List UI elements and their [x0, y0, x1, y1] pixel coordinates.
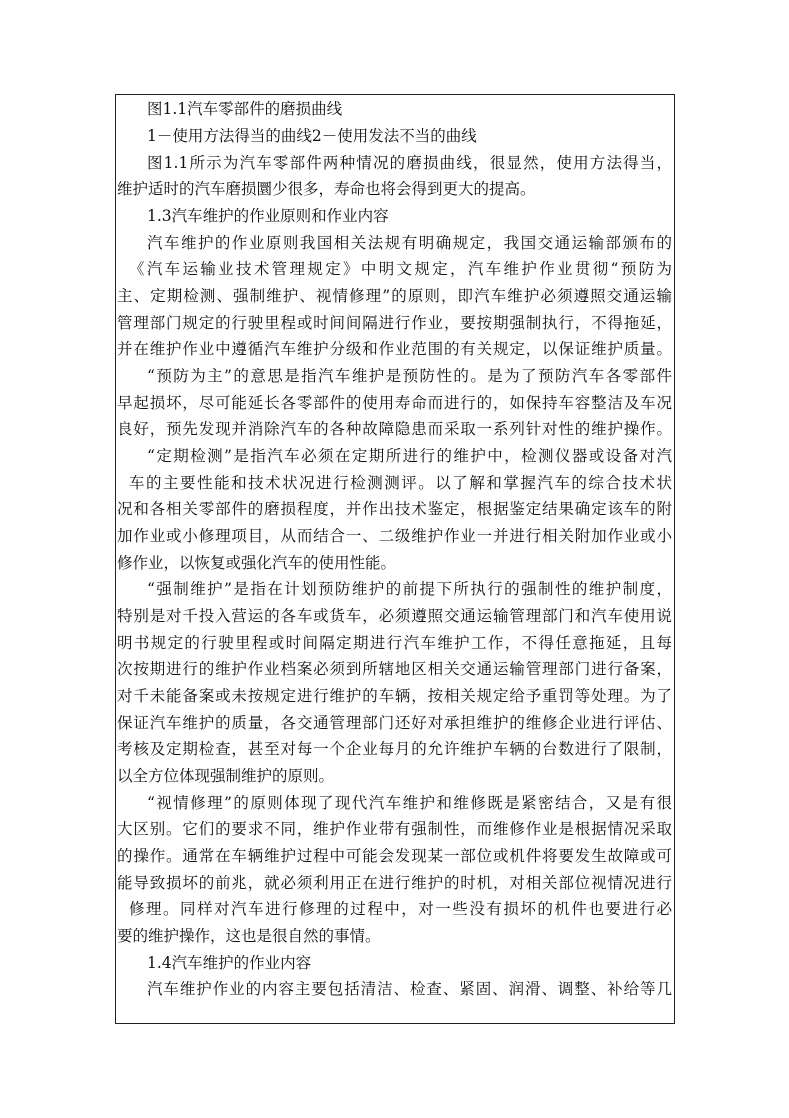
- paragraph-line: 汽车维护的作业原则我国相关法规有明确规定，我国交通运输部颁布的: [147, 234, 672, 252]
- paragraph-line: 保证汽车维护的质量，各交通管理部门还好对承担维护的维修企业进行评估、: [117, 714, 672, 732]
- figure-caption: 图1.1汽车零部件的磨损曲线: [147, 100, 343, 118]
- section-heading: 1.3汽车维护的作业原则和作业内容: [147, 207, 389, 225]
- paragraph-line: 能导致损坏的前兆，就必须利用正在进行维护的时机，对相关部位视情况进行: [117, 874, 672, 892]
- paragraph-line: 对千未能备案或未按规定进行维护的车辆，按相关规定给予重罚等处理。为了: [117, 687, 672, 705]
- paragraph-line: 维护适时的汽车磨损圜少很多，寿命也将会得到更大的提高。: [117, 180, 536, 198]
- paragraph-line: 况和各相关零部件的磨损程度，并作出技术鉴定，根据鉴定结果确定该车的附: [117, 500, 672, 518]
- paragraph-line: 良好，预先发现并消除汽车的各种故障隐患而采取一系列针对性的维护操作。: [117, 420, 672, 438]
- figure-legend: 1－使用方法得当的曲线2－使用发法不当的曲线: [147, 127, 477, 145]
- paragraph-line: 特别是对千投入营运的各车或货车，必须遵照交通运输管理部门和汽车使用说: [117, 607, 672, 625]
- paragraph-line: 早起损坏，尽可能延长各零部件的使用寿命而进行的，如保持车容整洁及车况: [117, 394, 672, 412]
- paragraph-line: 汽车维护作业的内容主要包括清洁、检查、紧固、润滑、调整、补给等几: [147, 980, 672, 998]
- paragraph-line: 主、定期检测、强制维护、视情修理”的原则，即汽车维护必须遵照交通运输: [117, 287, 672, 305]
- paragraph-line: 加作业或小修理项目，从而结合一、二级维护作业一并进行相关附加作业或小: [117, 527, 672, 545]
- paragraph-line: 《汽车运输业技术管理规定》中明文规定，汽车维护作业贯彻“预防为: [129, 260, 672, 278]
- paragraph-line: 图1.1所示为汽车零部件两种情况的磨损曲线，很显然，使用方法得当，: [147, 154, 672, 172]
- paragraph-line: 修理。同样对汽车进行修理的过程中，对一些没有损坏的机件也要进行必: [129, 900, 672, 918]
- paragraph-line: 大区别。它们的要求不同，维护作业带有强制性，而维修作业是根据情况采取: [117, 820, 672, 838]
- paragraph-line: 并在维护作业中遵循汽车维护分级和作业范围的有关规定，以保证维护质量。: [117, 340, 672, 358]
- paragraph-line: 车的主要性能和技术状况进行检测测评。以了解和掌握汽车的综合技术状: [129, 474, 672, 492]
- paragraph-line: 管理部门规定的行驶里程或时间间隔进行作业，要按期强制执行，不得拖延，: [117, 314, 672, 332]
- paragraph-line: 修作业，以恢复或强化汽车的使用性能。: [117, 554, 397, 572]
- paragraph-line: 次按期进行的维护作业档案必须到所辖地区相关交通运输管理部门进行备案，: [117, 660, 672, 678]
- paragraph-line: 要的维护操作，这也是很自然的事情。: [117, 927, 381, 945]
- paragraph-line: “定期检测”是指汽车必须在定期所进行的维护中，检测仪器或设备对汽: [147, 447, 672, 465]
- paragraph-line: “强制维护”是指在计划预防维护的前提下所执行的强制性的维护制度，: [147, 580, 672, 598]
- text-frame: [115, 94, 675, 1024]
- paragraph-line: 明书规定的行驶里程或时间隔定期进行汽车维护工作，不得任意拖延，且每: [117, 634, 672, 652]
- paragraph-line: 以全方位体现强制维护的原则。: [117, 767, 335, 785]
- paragraph-line: 考核及定期检查，甚至对每一个企业每月的允许维护车辆的台数进行了限制，: [117, 740, 672, 758]
- paragraph-line: “视情修理”的原则体现了现代汽车维护和维修既是紧密结合，又是有很: [147, 794, 672, 812]
- section-heading: 1.4汽车维护的作业内容: [147, 954, 312, 972]
- paragraph-line: “预防为主”的意思是指汽车维护是预防性的。是为了预防汽车各零部件: [147, 367, 672, 385]
- paragraph-line: 的操作。通常在车辆维护过程中可能会发现某一部位或机件将要发生故障或可: [117, 847, 672, 865]
